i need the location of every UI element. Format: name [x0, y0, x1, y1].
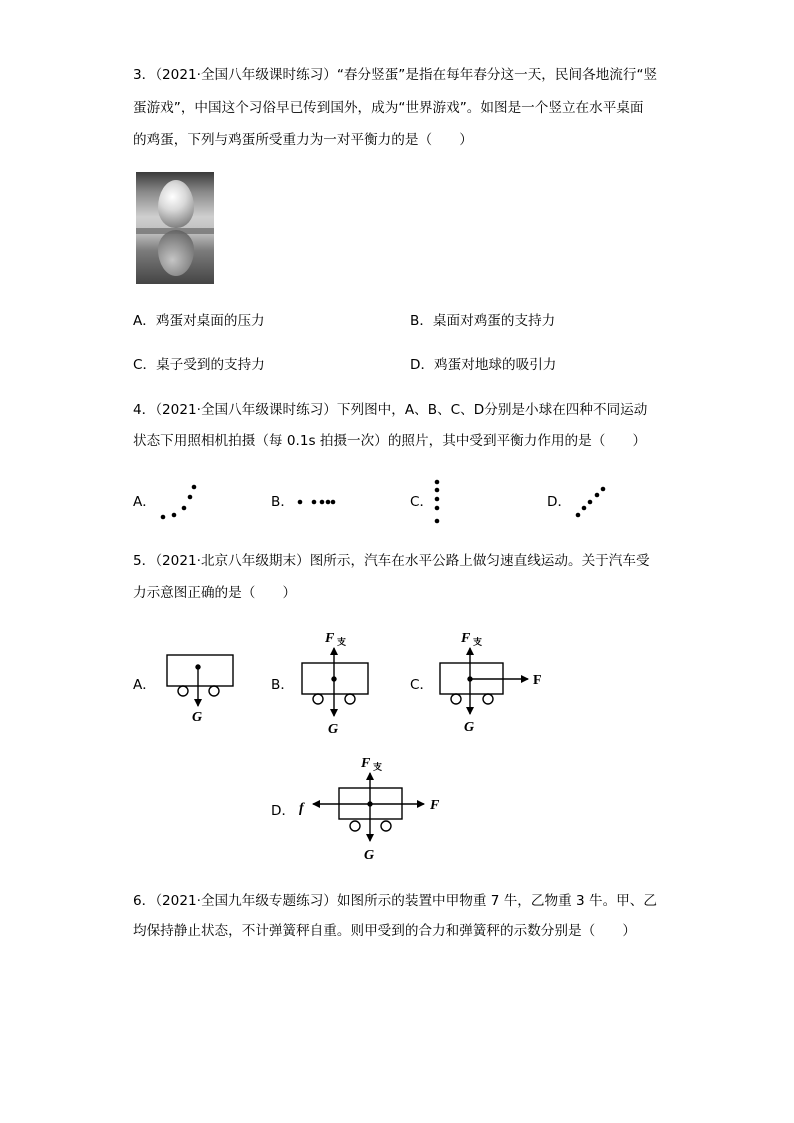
- q6-text-line2: 均保持静止状态，不计弹簧秤自重。则甲受到的合力和弹簧秤的示数分别是（ ）: [133, 923, 636, 939]
- label-f-c: F: [533, 673, 542, 688]
- q5-option-d[interactable]: D．: [271, 803, 296, 819]
- label-g-c: G: [464, 720, 475, 735]
- q4-text-line1: 4．（2021·全国八年级课时练习）下列图中，A、B、C、D分别是小球在四种不同运动: [133, 402, 648, 418]
- label-f-d: F: [430, 798, 440, 813]
- q5-option-b[interactable]: B．: [271, 677, 294, 693]
- q4-option-a[interactable]: A．: [133, 494, 156, 510]
- q5-option-a[interactable]: A．: [133, 677, 156, 693]
- label-g-a: G: [192, 710, 203, 725]
- car-diagram-a: [167, 655, 233, 706]
- label-support-sub-c: 支: [473, 637, 483, 647]
- q5-option-c[interactable]: C．: [410, 677, 434, 693]
- q3-text-line1: 3．（2021·全国八年级课时练习）“春分竖蛋”是指在每年春分这一天，民间各地流行“竖: [133, 67, 658, 83]
- car-diagram-d: [313, 773, 424, 841]
- q3-option-d[interactable]: D．鸡蛋对地球的吸引力: [410, 357, 557, 373]
- q3-option-a[interactable]: A．鸡蛋对桌面的压力: [133, 313, 265, 329]
- label-g-d: G: [364, 848, 375, 863]
- label-support-sub-b: 支: [337, 637, 347, 647]
- q3-option-b[interactable]: B．桌面对鸡蛋的支持力: [410, 313, 556, 329]
- q5-text-line1: 5．（2021·北京八年级期末）图所示，汽车在水平公路上做匀速直线运动。关于汽车受: [133, 553, 650, 569]
- q6-text-line1: 6．（2021·全国九年级专题练习）如图所示的装置中甲物重 7 牛，乙物重 3 牛。甲、乙: [133, 893, 657, 909]
- label-f-support-c: F: [461, 631, 471, 646]
- q3-text-line2: 蛋游戏”，中国这个习俗早已传到国外，成为“世界游戏”。如图是一个竖立在水平桌面: [133, 100, 644, 116]
- label-f-support-b: F: [325, 631, 335, 646]
- q4-option-c[interactable]: C．: [410, 494, 434, 510]
- car-diagram-b: [302, 648, 368, 716]
- label-g-b: G: [328, 722, 339, 737]
- label-f-support-d: F: [361, 756, 371, 771]
- q3-text-line3: 的鸡蛋，下列与鸡蛋所受重力为一对平衡力的是（ ）: [133, 132, 473, 148]
- car-diagram-c: [440, 648, 528, 714]
- label-support-sub-d: 支: [373, 762, 383, 772]
- q4-text-line2: 状态下用照相机拍摄（每 0.1s 拍摄一次）的照片，其中受到平衡力作用的是（ ）: [133, 433, 647, 449]
- q5-text-line2: 力示意图正确的是（ ）: [133, 585, 297, 601]
- q4-option-d[interactable]: D．: [547, 494, 572, 510]
- q4-option-b[interactable]: B．: [271, 494, 294, 510]
- label-friction-d: f: [299, 801, 304, 816]
- q3-option-c[interactable]: C．桌子受到的支持力: [133, 357, 265, 373]
